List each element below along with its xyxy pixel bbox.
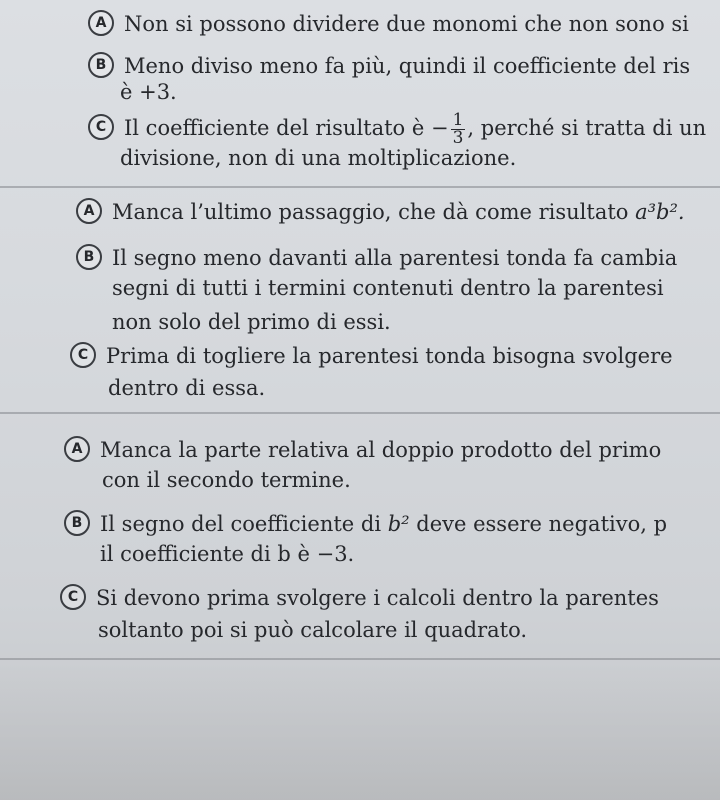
page-shadow <box>0 660 720 800</box>
text-segment: Il segno del coefficiente di <box>100 512 388 536</box>
option-letter-badge: C <box>60 584 86 610</box>
option-text-continuation: con il secondo termine. <box>102 468 351 492</box>
option-text <box>100 508 667 541</box>
text-segment: Manca l’ultimo passaggio, che dà come risultato <box>112 200 636 224</box>
section-divider <box>0 186 720 188</box>
option-text-continuation: dentro di essa. <box>108 376 266 400</box>
text-segment: deve essere negativo, p <box>409 512 668 536</box>
option-text-continuation: segni di tutti i termini contenuti dentro la parentesi <box>112 276 664 300</box>
q3-option-b[interactable] <box>64 508 667 541</box>
option-text-continuation: è +3. <box>120 80 177 104</box>
option-letter-badge: B <box>88 52 114 78</box>
option-text: Si devono prima svolgere i calcoli dentro la parentes <box>96 586 659 610</box>
option-letter-badge: C <box>88 114 114 140</box>
q2-option-b[interactable] <box>76 242 677 275</box>
option-text-continuation: divisione, non di una moltiplicazione. <box>120 146 517 170</box>
option-text <box>112 196 685 229</box>
option-text: Manca la parte relativa al doppio prodotto del primo <box>100 438 662 462</box>
q1-option-c[interactable] <box>88 112 706 147</box>
q2-option-c[interactable] <box>70 340 673 373</box>
fraction-denominator: 3 <box>452 128 464 148</box>
text-segment: , perché si tratta di un <box>467 116 707 140</box>
option-text: Prima di togliere la parentesi tonda bisogna svolgere <box>106 344 673 368</box>
option-letter-badge: A <box>88 10 114 36</box>
text-segment: Il coefficiente del risultato è − <box>124 116 449 140</box>
option-text: Meno diviso meno fa più, quindi il coefficiente del ris <box>124 54 691 78</box>
q1-option-b[interactable] <box>88 50 690 83</box>
section-divider <box>0 412 720 414</box>
fraction-numerator: 1 <box>452 110 464 130</box>
option-letter-badge: B <box>64 510 90 536</box>
option-letter-badge: A <box>76 198 102 224</box>
option-text-continuation: soltanto poi si può calcolare il quadrato. <box>98 618 528 642</box>
q3-option-a[interactable] <box>64 434 661 467</box>
q3-option-c[interactable] <box>60 582 659 615</box>
option-letter-badge: A <box>64 436 90 462</box>
q1-option-a[interactable] <box>88 8 689 41</box>
math-expression: b² <box>387 512 410 536</box>
option-text: Il segno meno davanti alla parentesi tonda fa cambia <box>112 246 678 270</box>
math-expression: a³b². <box>635 200 685 224</box>
option-letter-badge: C <box>70 342 96 368</box>
option-letter-badge: B <box>76 244 102 270</box>
option-text <box>124 112 706 147</box>
option-text: Non si possono dividere due monomi che non sono si <box>124 12 689 36</box>
option-text-continuation: il coefficiente di b è −3. <box>100 542 355 566</box>
option-text-continuation: non solo del primo di essi. <box>112 310 391 334</box>
fraction <box>451 112 466 147</box>
q2-option-a[interactable] <box>76 196 685 229</box>
